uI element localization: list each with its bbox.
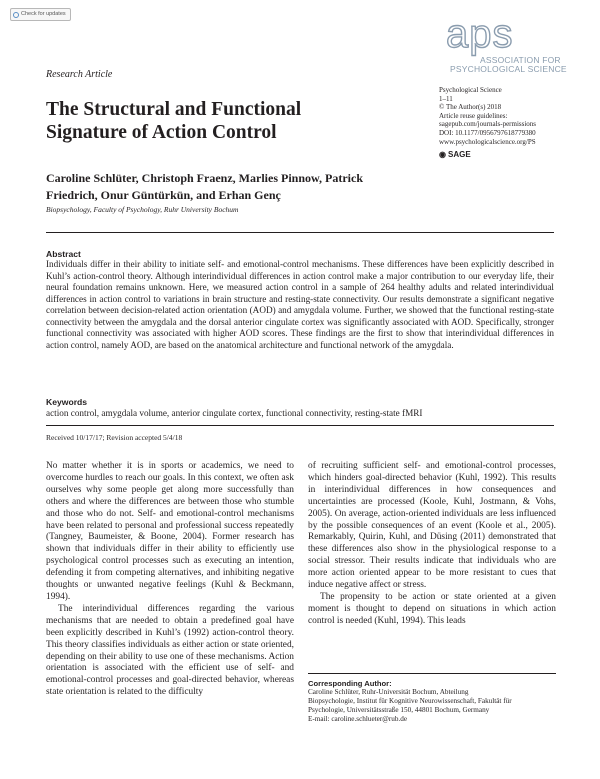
body-paragraph: of recruiting sufficient self- and emotional-control processes, which hinders goal-directed behavior (Kuhl, 1992). This results in interindividual differences in how consequences and uncertainties are processed (Koole, Kuhl, Jostmann, & Vohs, 2005). On average, action-oriented individuals are less influenced by the possible consequences of an event (Koole et al., 2005). Remarkably, Quirin, Kuhl, and Düsing (2011) demonstrated that these differences also show in the physiological response to a social stressor. Their results indicate that individuals who are more action oriented appear to be more resistant to cues that induce negative affect or stress. — [308, 461, 556, 591]
meta-copyright: © The Author(s) 2018 — [439, 103, 502, 112]
divider-mid — [46, 425, 554, 426]
logo-line-1: ASSOCIATION FOR — [480, 55, 561, 65]
sage-label: SAGE — [447, 150, 471, 159]
authors: Caroline Schlüter, Christoph Fraenz, Marlies Pinnow, Patrick Friedrich, Onur Güntürkün, and Erhan Genç — [46, 171, 363, 202]
badge-label: Check for updates — [21, 11, 66, 17]
keywords-text: action control, amygdala volume, anterior cingulate cortex, functional connectivity, resting-state fMRI — [46, 408, 423, 418]
update-icon — [13, 12, 19, 18]
sage-logo — [439, 150, 471, 159]
corresponding-author — [308, 679, 556, 724]
corresponding-email[interactable]: E-mail: caroline.schlueter@rub.de — [308, 715, 408, 724]
corresponding-heading: Corresponding Author: — [308, 679, 392, 688]
body-paragraph: The propensity to be action or state oriented at a given moment is thought to depend on situations in which action control is needed (Kuhl, 1994). This leads — [308, 591, 556, 626]
journal-meta — [439, 86, 589, 146]
body-column-1 — [46, 461, 294, 699]
meta-journal: Psychological Science — [439, 86, 502, 94]
aps-logo: aps — [446, 12, 514, 56]
corresponding-line: Psychologie, Universitätsstraße 150, 44801 Bochum, Germany — [308, 706, 490, 715]
body-column-2 — [308, 461, 556, 628]
aps-logo-subtitle — [450, 56, 567, 74]
check-for-updates-badge[interactable] — [10, 8, 71, 21]
sage-icon: ◉ — [439, 150, 446, 159]
section-label: Research Article — [46, 69, 113, 80]
affiliation: Biopsychology, Faculty of Psychology, Ruhr University Bochum — [46, 205, 239, 214]
abstract-text: Individuals differ in their ability to initiate self- and emotional-control mechanisms. These differences have been explicitly described in Kuhl’s action-control theory. Although interindividual differences in action control make a major contribution to our everyday life, their neural foundation remains unknown. Here, we measured action control in a sample of 264 healthy adults and related interindividual differences in action control to variations in brain structure and resting-state connectivity. Our results demonstrate a significant negative correlation between decision-related action orientation (AOD) and amygdala volume. Further, we showed that the functional resting-state connectivity between the amygdala and the dorsal anterior cingulate cortex was significantly associated with AOD. Specifically, stronger functional connectivity was associated with higher AOD scores. These findings are the first to show that interindividual differences in action control, namely AOD, are based on the anatomical architecture and functional network of the amygdala. — [46, 259, 554, 350]
meta-doi[interactable]: DOI: 10.1177/0956797618779380 — [439, 128, 536, 137]
body-paragraph: The interindividual differences regarding the various mechanisms that are needed to obtain a predefined goal have been explicitly described in Kuhl’s (1992) action-control theory. This theory classifies individuals as either action or state oriented, depending on their ability to use one of these mechanisms. Action orientation is associated with the efficient use of self- and emotional-control processes and goal-directed behavior, whereas state orientation is related to the difficulty — [46, 603, 294, 698]
body-paragraph: No matter whether it is in sports or academics, we need to overcome hurdles to reach our goals. In this context, we often ask ourselves why some people get along more successfully than others and where the differences are between those who stumble and those who do not. Self- and emotional-control mechanisms have been related to personal and professional success repeatedly (Tangney, Baumeister, & Boone, 2004). Former research has shown that individuals differ in their ability to efficiently use psychological control processes such as executing an intention, defending it from competing alternatives, and inhibiting negative thoughts or unwanted negative feelings (Kuhl & Beckmann, 1994). — [46, 461, 294, 602]
keywords-heading: Keywords — [46, 397, 88, 407]
meta-permissions-link[interactable]: sagepub.com/journals-permissions — [439, 120, 537, 129]
meta-pages: 1–11 — [439, 94, 453, 103]
divider-footnote — [308, 673, 556, 674]
logo-line-2: PSYCHOLOGICAL SCIENCE — [450, 64, 567, 74]
meta-reuse: Article reuse guidelines: — [439, 111, 508, 120]
corresponding-line: Biopsychologie, Institut für Kognitive Neurowissenschaft, Fakultät für — [308, 697, 512, 706]
divider-top — [46, 232, 554, 233]
abstract-heading: Abstract — [46, 249, 81, 259]
article-title: The Structural and Functional Signature of Action Control — [46, 99, 302, 143]
received-dates: Received 10/17/17; Revision accepted 5/4/18 — [46, 433, 183, 442]
meta-website[interactable]: www.psychologicalscience.org/PS — [439, 137, 536, 146]
corresponding-line: Caroline Schlüter, Ruhr-Universität Bochum, Abteilung — [308, 688, 469, 697]
